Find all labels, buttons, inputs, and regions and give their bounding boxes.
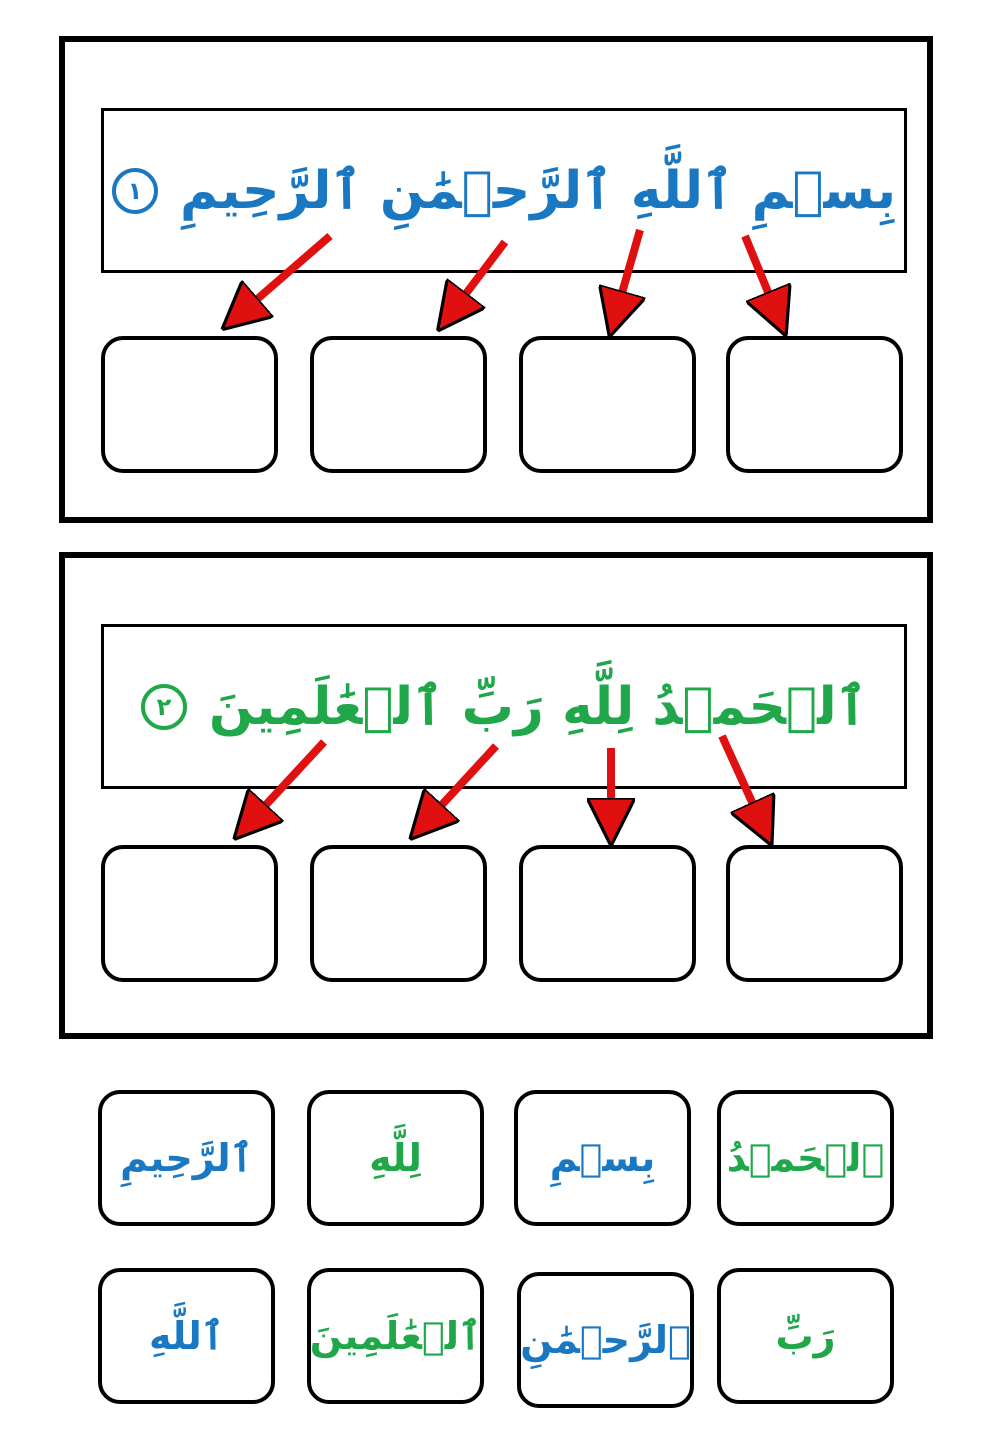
word-card-lillah[interactable]: لِلَّهِ (307, 1090, 484, 1226)
drop-box-2-4[interactable] (101, 845, 278, 982)
drop-box-2-3[interactable] (310, 845, 487, 982)
word-card-arrahim[interactable]: ٱلرَّحِيمِ (98, 1090, 275, 1226)
verse-box-1 (101, 108, 907, 273)
drop-box-1-3[interactable] (310, 336, 487, 473)
drop-box-2-1[interactable] (726, 845, 903, 982)
word-card-rabbi[interactable]: رَبِّ (717, 1268, 894, 1404)
word-card-bismi[interactable]: بِسۡمِ (514, 1090, 691, 1226)
drop-box-1-4[interactable] (101, 336, 278, 473)
ayah-marker-2: ٢ (141, 684, 187, 730)
drop-box-1-2[interactable] (519, 336, 696, 473)
verse-1-text: بِسۡمِ ٱللَّهِ ٱلرَّحۡمَٰنِ ٱلرَّحِيمِ (180, 160, 896, 221)
drop-box-1-1[interactable] (726, 336, 903, 473)
word-card-alhamdu[interactable]: ٱلۡحَمۡدُ (717, 1090, 894, 1226)
exercise-panel-1 (59, 36, 933, 523)
word-card-alalamin[interactable]: ٱلۡعَٰلَمِينَ (307, 1268, 484, 1404)
word-card-arrahman[interactable]: ٱلرَّحۡمَٰنِ (517, 1272, 694, 1408)
drop-box-2-2[interactable] (519, 845, 696, 982)
word-card-allah[interactable]: ٱللَّهِ (98, 1268, 275, 1404)
verse-2-text: ٱلۡحَمۡدُ لِلَّهِ رَبِّ ٱلۡعَٰلَمِينَ (208, 676, 868, 737)
exercise-panel-2 (59, 552, 933, 1039)
ayah-marker-1: ١ (112, 168, 158, 214)
verse-box-2 (101, 624, 907, 789)
